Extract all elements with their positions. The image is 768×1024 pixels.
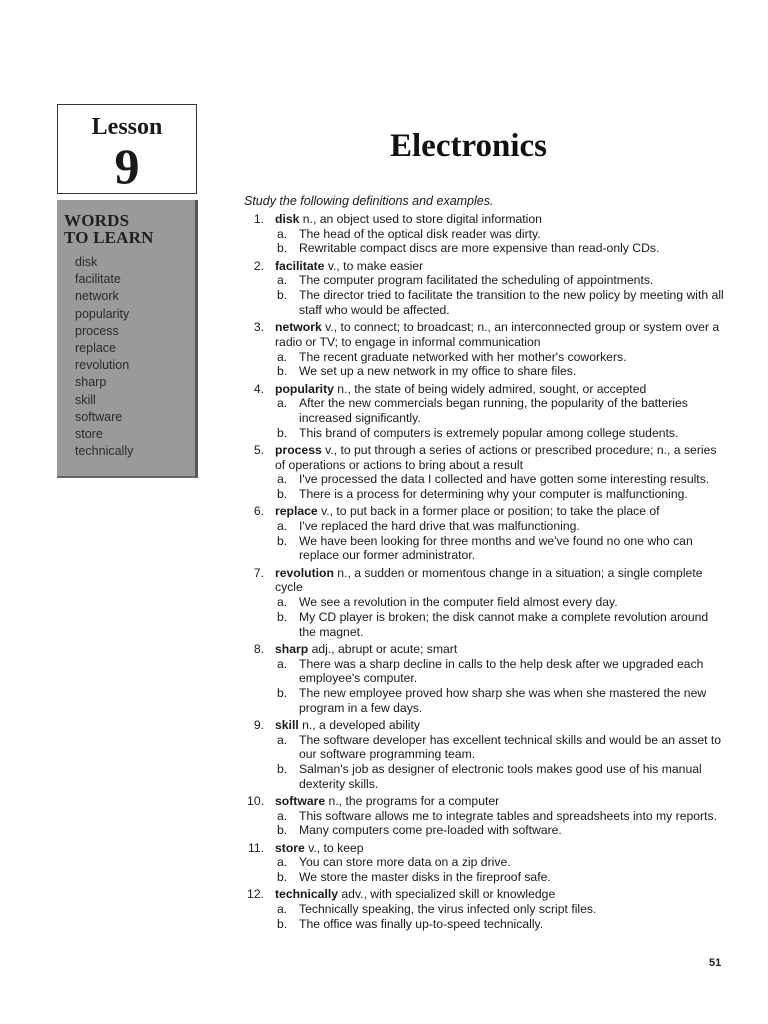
example-letter: a. bbox=[277, 349, 288, 364]
entry-definition: v., to connect; to broadcast; n., an interconnected group or system over a radio or TV; to engage in informal communication bbox=[275, 320, 720, 349]
word-item: facilitate bbox=[75, 272, 121, 287]
example-b bbox=[275, 364, 724, 379]
definition-entry bbox=[244, 320, 724, 379]
entry-number: 10. bbox=[247, 794, 264, 809]
example-text: We have been looking for three months and we've found no one who can replace our former administrator. bbox=[299, 533, 693, 563]
example-a bbox=[275, 855, 724, 870]
entry-number: 7. bbox=[253, 565, 264, 580]
example-text: You can store more data on a zip drive. bbox=[299, 855, 511, 870]
entry-term: revolution bbox=[275, 565, 334, 580]
example-b bbox=[275, 487, 724, 502]
definition-entry bbox=[244, 794, 724, 838]
word-item: replace bbox=[75, 341, 116, 356]
example-letter: b. bbox=[277, 762, 288, 777]
intro-text: Study the following definitions and examples. bbox=[244, 194, 494, 208]
example-b bbox=[275, 762, 724, 791]
entry-term: facilitate bbox=[275, 258, 325, 273]
example-text: The director tried to facilitate the transition to the new policy by meeting with all staff who would be affected. bbox=[299, 288, 724, 317]
example-a bbox=[275, 657, 724, 686]
example-b bbox=[275, 917, 724, 932]
entry-number: 11. bbox=[247, 840, 264, 855]
example-text: Technically speaking, the virus infected only script files. bbox=[299, 902, 597, 917]
definition-entry bbox=[244, 382, 724, 441]
example-a bbox=[275, 350, 724, 365]
example-a bbox=[275, 396, 724, 425]
entry-number: 1. bbox=[253, 212, 264, 226]
example-text: After the new commercials began running, the popularity of the batteries increased significantly. bbox=[299, 396, 688, 425]
example-text: I've processed the data I collected and have gotten some interesting results. bbox=[299, 472, 710, 487]
definition-head bbox=[253, 504, 724, 519]
definitions-list bbox=[244, 212, 724, 934]
definition-head bbox=[247, 840, 724, 856]
example-letter: b. bbox=[277, 487, 288, 502]
word-item: disk bbox=[75, 255, 98, 269]
entry-number: 5. bbox=[253, 442, 264, 457]
lesson-box bbox=[57, 104, 197, 194]
example-b bbox=[275, 686, 724, 715]
example-text: The recent graduate networked with her mother's coworkers. bbox=[299, 349, 627, 364]
example-letter: b. bbox=[277, 609, 288, 624]
entry-definition: n., the programs for a computer bbox=[325, 794, 500, 809]
example-b bbox=[275, 534, 724, 563]
definition-head bbox=[253, 641, 724, 657]
example-text: Rewritable compact discs are more expensive than read-only CDs. bbox=[299, 241, 660, 256]
example-text: This software allows me to integrate tables and spreadsheets into my reports. bbox=[299, 808, 717, 823]
definition-head bbox=[253, 442, 724, 472]
example-letter: a. bbox=[277, 808, 288, 823]
words-heading bbox=[64, 212, 195, 246]
words-list bbox=[75, 254, 195, 460]
example-a bbox=[275, 519, 724, 534]
entry-number: 3. bbox=[253, 320, 264, 335]
word-item: popularity bbox=[75, 306, 130, 321]
example-letter: b. bbox=[277, 916, 288, 931]
example-b bbox=[275, 241, 724, 256]
entry-term: popularity bbox=[275, 381, 334, 396]
example-letter: a. bbox=[277, 519, 288, 534]
entry-number: 4. bbox=[253, 381, 264, 396]
example-letter: b. bbox=[277, 288, 288, 303]
example-text: Salman's job as designer of electronic tools makes good use of his manual dexterity skills. bbox=[299, 762, 702, 791]
example-text: This brand of computers is extremely popular among college students. bbox=[299, 425, 679, 440]
example-text: The office was finally up-to-speed technically. bbox=[299, 916, 544, 931]
definition-head bbox=[253, 381, 724, 397]
definition-entry bbox=[244, 887, 724, 931]
definition-head bbox=[253, 212, 724, 227]
example-a bbox=[275, 809, 724, 824]
example-b bbox=[275, 426, 724, 441]
entry-definition: v., to make easier bbox=[324, 258, 424, 273]
word-item: technically bbox=[75, 444, 134, 459]
example-letter: b. bbox=[277, 241, 288, 256]
example-letter: a. bbox=[277, 273, 288, 288]
entry-term: replace bbox=[275, 504, 318, 519]
word-item: store bbox=[75, 427, 103, 442]
words-heading-line2: TO LEARN bbox=[64, 228, 154, 247]
word-item: skill bbox=[75, 392, 96, 407]
entry-definition: n., a developed ability bbox=[298, 717, 420, 732]
entry-number: 6. bbox=[253, 504, 264, 519]
example-letter: b. bbox=[277, 533, 288, 548]
entry-definition: v., to put back in a former place or position; to take the place of bbox=[317, 504, 660, 519]
entry-term: disk bbox=[275, 212, 300, 226]
example-letter: a. bbox=[277, 902, 288, 917]
example-letter: b. bbox=[277, 685, 288, 700]
example-a bbox=[275, 902, 724, 917]
entry-definition: v., to put through a series of actions or prescribed procedure; n., a series of operations or actions to bring about a result bbox=[275, 442, 717, 472]
example-text: We see a revolution in the computer field almost every day. bbox=[299, 595, 618, 610]
example-letter: a. bbox=[277, 656, 288, 671]
example-text: There was a sharp decline in calls to the help desk after we upgraded each employee's computer. bbox=[299, 656, 704, 686]
word-item: process bbox=[75, 323, 119, 338]
entry-number: 2. bbox=[253, 258, 264, 273]
entry-definition: adj., abrupt or acute; smart bbox=[308, 641, 458, 656]
definition-entry bbox=[244, 212, 724, 256]
page-title: Electronics bbox=[390, 128, 548, 164]
entry-number: 12. bbox=[247, 887, 264, 902]
example-text: We set up a new network in my office to share files. bbox=[299, 364, 577, 379]
example-letter: a. bbox=[277, 595, 288, 610]
definition-entry bbox=[244, 718, 724, 792]
definition-head bbox=[253, 565, 724, 595]
entry-term: process bbox=[275, 442, 322, 457]
example-letter: b. bbox=[277, 870, 288, 885]
example-letter: a. bbox=[277, 396, 288, 411]
entry-number: 9. bbox=[253, 717, 264, 732]
definition-entry bbox=[244, 443, 724, 502]
example-letter: a. bbox=[277, 472, 288, 487]
entry-term: technically bbox=[275, 887, 338, 902]
definition-head bbox=[247, 887, 724, 902]
entry-term: software bbox=[275, 794, 326, 809]
definition-entry bbox=[244, 841, 724, 885]
example-b bbox=[275, 610, 724, 639]
example-letter: b. bbox=[277, 823, 288, 838]
definition-head bbox=[253, 320, 724, 349]
word-item: sharp bbox=[75, 375, 107, 390]
entry-term: sharp bbox=[275, 641, 309, 656]
words-heading-line1: WORDS bbox=[64, 211, 130, 230]
example-text: The head of the optical disk reader was dirty. bbox=[299, 226, 541, 241]
example-letter: a. bbox=[277, 732, 288, 747]
definition-entry bbox=[244, 566, 724, 640]
definition-head bbox=[253, 717, 724, 733]
example-text: We store the master disks in the fireproof safe. bbox=[299, 870, 551, 885]
entry-definition: n., the state of being widely admired, sought, or accepted bbox=[333, 381, 647, 396]
entry-term: skill bbox=[275, 717, 299, 732]
word-item: software bbox=[75, 409, 123, 424]
example-text: My CD player is broken; the disk cannot make a complete revolution around the magnet. bbox=[299, 609, 709, 639]
example-text: The new employee proved how sharp she was when she mastered the new program in a few days. bbox=[299, 685, 707, 715]
entry-definition: n., a sudden or momentous change in a situation; a single complete cycle bbox=[275, 565, 703, 595]
example-a bbox=[275, 472, 724, 487]
lesson-label: Lesson bbox=[91, 114, 163, 140]
example-text: The software developer has excellent technical skills and would be an asset to our software programming team. bbox=[299, 732, 722, 762]
words-to-learn-box bbox=[57, 200, 198, 478]
word-item: network bbox=[75, 289, 119, 304]
definition-entry bbox=[244, 259, 724, 318]
example-a bbox=[275, 273, 724, 288]
example-text: Many computers come pre-loaded with software. bbox=[299, 823, 562, 838]
example-b bbox=[275, 870, 724, 885]
entry-term: network bbox=[275, 320, 322, 335]
example-letter: b. bbox=[277, 364, 288, 379]
word-item: revolution bbox=[75, 358, 130, 373]
page-number: 51 bbox=[709, 957, 722, 969]
example-letter: a. bbox=[277, 226, 288, 241]
example-letter: b. bbox=[277, 425, 288, 440]
example-b bbox=[275, 823, 724, 838]
entry-number: 8. bbox=[253, 641, 264, 656]
lesson-number: 9 bbox=[114, 138, 140, 194]
definition-head bbox=[253, 258, 724, 274]
entry-definition: adv., with specialized skill or knowledge bbox=[338, 887, 556, 902]
definition-head bbox=[247, 794, 724, 809]
example-a bbox=[275, 733, 724, 762]
definition-entry bbox=[244, 642, 724, 716]
example-text: I've replaced the hard drive that was malfunctioning. bbox=[299, 519, 580, 534]
example-text: The computer program facilitated the scheduling of appointments. bbox=[299, 273, 654, 288]
example-letter: a. bbox=[277, 855, 288, 870]
entry-definition: v., to keep bbox=[304, 840, 364, 855]
example-a bbox=[275, 595, 724, 610]
entry-term: store bbox=[275, 840, 305, 855]
definition-entry bbox=[244, 504, 724, 563]
example-a bbox=[275, 227, 724, 242]
example-b bbox=[275, 288, 724, 317]
example-text: There is a process for determining why your computer is malfunctioning. bbox=[299, 487, 688, 502]
entry-definition: n., an object used to store digital information bbox=[299, 212, 542, 226]
